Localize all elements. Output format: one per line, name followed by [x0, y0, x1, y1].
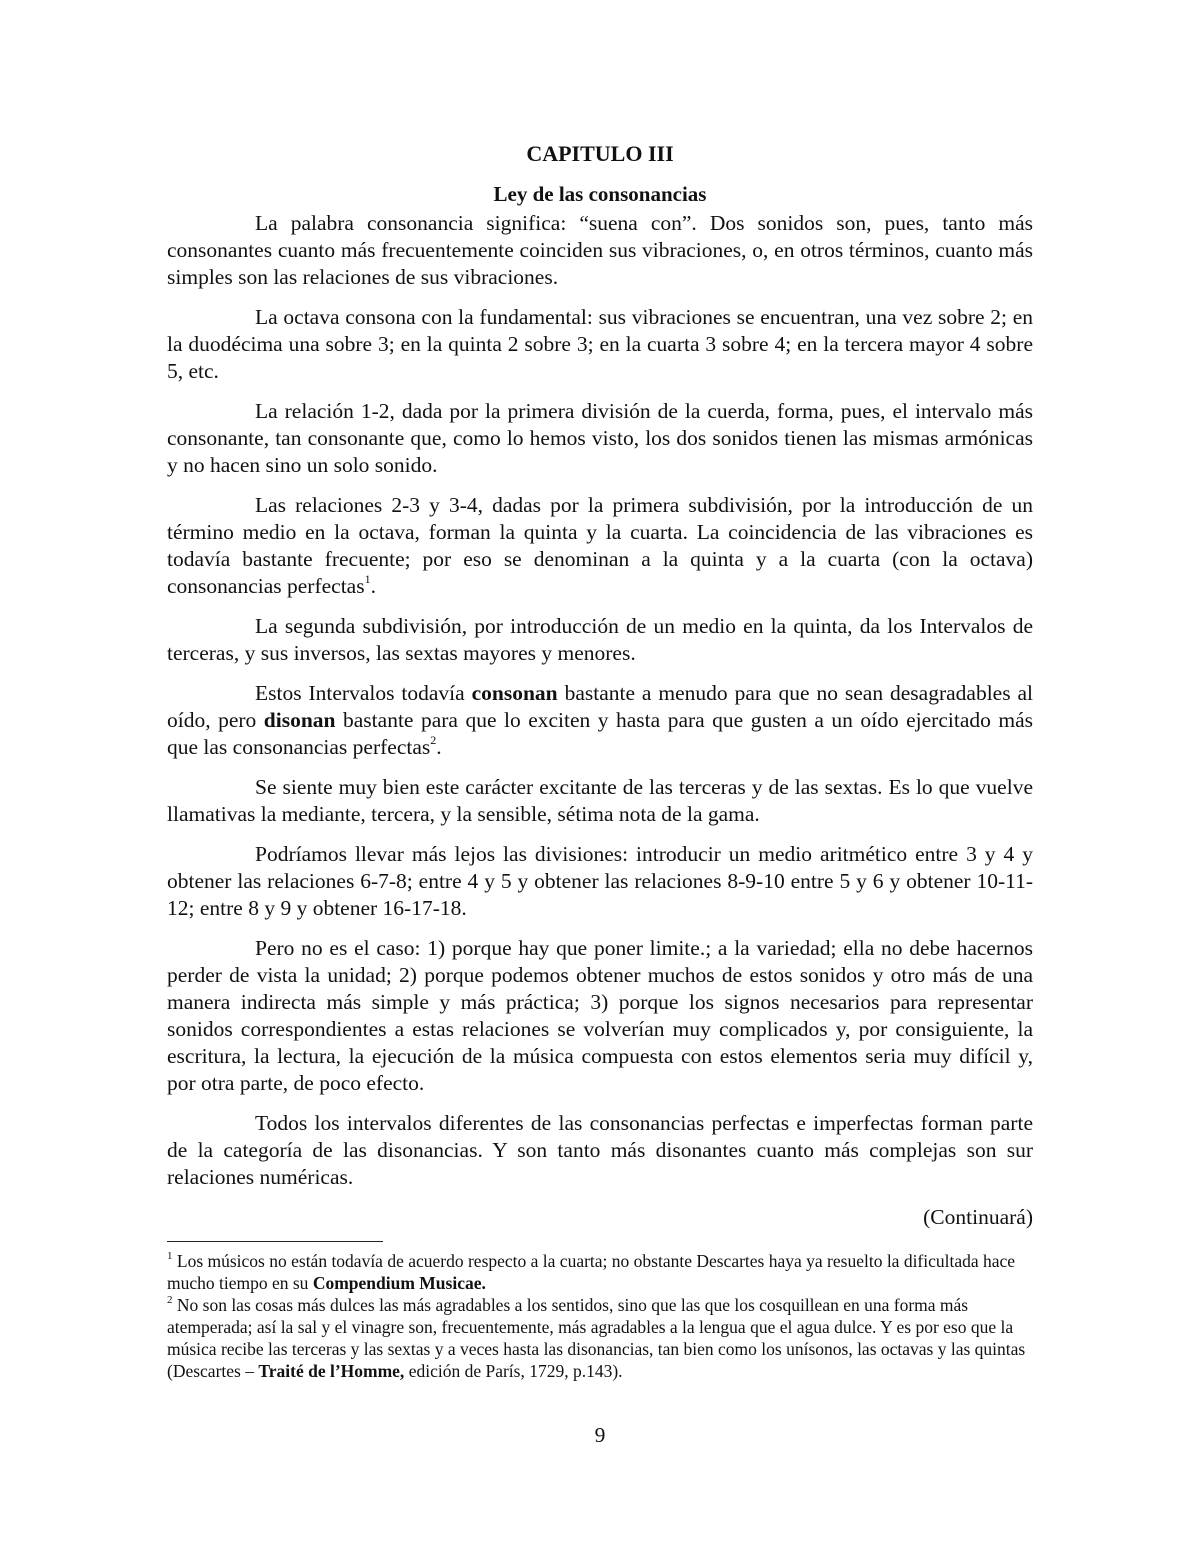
footnote-2-mark: 2	[167, 1294, 173, 1307]
paragraph-5: La segunda subdivisión, por introducción de un medio en la quinta, da los Intervalos de terceras, y sus inversos, las sextas mayores y menores.	[167, 614, 1033, 665]
footnote-2-text: No son las cosas más dulces las más agradables a los sentidos, sino que las que los cosquillean en una forma más atemperada; así la sal y el vinagre son, frecuentemente, más agradables a la lengua que el agua dulce. Y es por eso que la música recibe las terceras y las sextas y a veces hasta las disonancias, tan bien como los unísonos, las octavas y las quintas (Descartes –	[167, 1295, 1026, 1381]
paragraph-2: La octava consona con la fundamental: sus vibraciones se encuentran, una vez sobre 2; en la duodécima una sobre 3; en la quinta 2 sobre 3; en la cuarta 3 sobre 4; en la tercera mayor 4 sobre 5, etc.	[167, 305, 1033, 383]
footnote-2-title: Traité de l’Homme,	[258, 1361, 405, 1381]
chapter-title: CAPITULO III	[526, 141, 674, 166]
paragraph-4-text: Las relaciones 2-3 y 3-4, dadas por la primera subdivisión, por la introducción de un término medio en la octava, forman la quinta y la cuarta. La coincidencia de las vibraciones es todavía bastante frecuente; por eso se denominan a la quinta y a la cuarta (con la octava) consonancias perfectas	[167, 493, 1033, 598]
paragraph-9: Pero no es el caso: 1) porque hay que poner limite.; a la variedad; ella no debe hacernos perder de vista la unidad; 2) porque podemos obtener muchos de estos sonidos y otro más de una manera indirecta más simple y más práctica; 3) porque los signos necesarios para representar sonidos correspondientes a estas relaciones se volverían muy complicados y, por consiguiente, la escritura, la lectura, la ejecución de la música compuesta con estos elementos seria muy difícil y, por otra parte, de poco efecto.	[167, 936, 1033, 1095]
term-consonan: consonan	[471, 681, 558, 705]
paragraph-10: Todos los intervalos diferentes de las consonancias perfectas e imperfectas forman parte de la categoría de las disonancias. Y son tanto más disonantes cuanto más complejas son sur relaciones numéricas.	[167, 1111, 1033, 1189]
section-title: Ley de las consonancias	[493, 182, 707, 206]
paragraph-1: La palabra consonancia significa: “suena con”. Dos sonidos son, pues, tanto más consonantes cuanto más frecuentemente coinciden sus vibraciones, o, en otros términos, cuanto más simples son las relaciones de sus vibraciones.	[167, 211, 1033, 289]
body-text	[167, 210, 1033, 1191]
paragraph-6-a: Estos Intervalos todavía	[255, 681, 472, 705]
footnote-1-title: Compendium Musicae.	[312, 1273, 486, 1293]
paragraph-6-end: .	[436, 735, 442, 759]
paragraph-6-e: bastante para que lo exciten y hasta para que gusten a un oído ejercitado más que las consonancias perfectas	[167, 708, 1033, 759]
continues-label: (Continuará)	[923, 1205, 1033, 1229]
footnote-2-end: edición de París, 1729, p.143).	[404, 1361, 623, 1381]
paragraph-8: Podríamos llevar más lejos las divisiones: introducir un medio aritmético entre 3 y 4 y obtener las relaciones 6-7-8; entre 4 y 5 y obtener las relaciones 8-9-10 entre 5 y 6 y obtener 10-11-12; entre 8 y 9 y obtener 16-17-18.	[167, 842, 1033, 920]
footnote-divider	[167, 1241, 383, 1242]
paragraph-6-c: bastante a menudo para que no sean desagradables al oído, pero	[167, 681, 1034, 732]
footnote-1	[167, 1250, 1033, 1294]
term-disonan: disonan	[263, 708, 336, 732]
page-number: 9	[594, 1423, 606, 1447]
paragraph-4	[167, 492, 1033, 600]
paragraph-7: Se siente muy bien este carácter excitante de las terceras y de las sextas. Es lo que vuelve llamativas la mediante, tercera, y la sensible, sétima nota de la gama.	[167, 775, 1033, 826]
footnote-ref-2[interactable]: 2	[430, 732, 437, 747]
footnote-1-mark: 1	[167, 1250, 173, 1263]
footnote-ref-1[interactable]: 1	[364, 571, 371, 586]
paragraph-3: La relación 1-2, dada por la primera división de la cuerda, forma, pues, el intervalo más consonante, tan consonante que, como lo hemos visto, los dos sonidos tienen las mismas armónicas y no hacen sino un solo sonido.	[167, 399, 1033, 477]
page-content	[167, 140, 1033, 1382]
footnote-2	[167, 1294, 1033, 1382]
paragraph-4-end: .	[370, 574, 376, 598]
paragraph-6	[167, 680, 1033, 761]
footnote-1-text: Los músicos no están todavía de acuerdo respecto a la cuarta; no obstante Descartes haya ya resuelto la dificultada hace mucho tiempo en su	[167, 1251, 1016, 1293]
footnotes	[167, 1250, 1033, 1382]
